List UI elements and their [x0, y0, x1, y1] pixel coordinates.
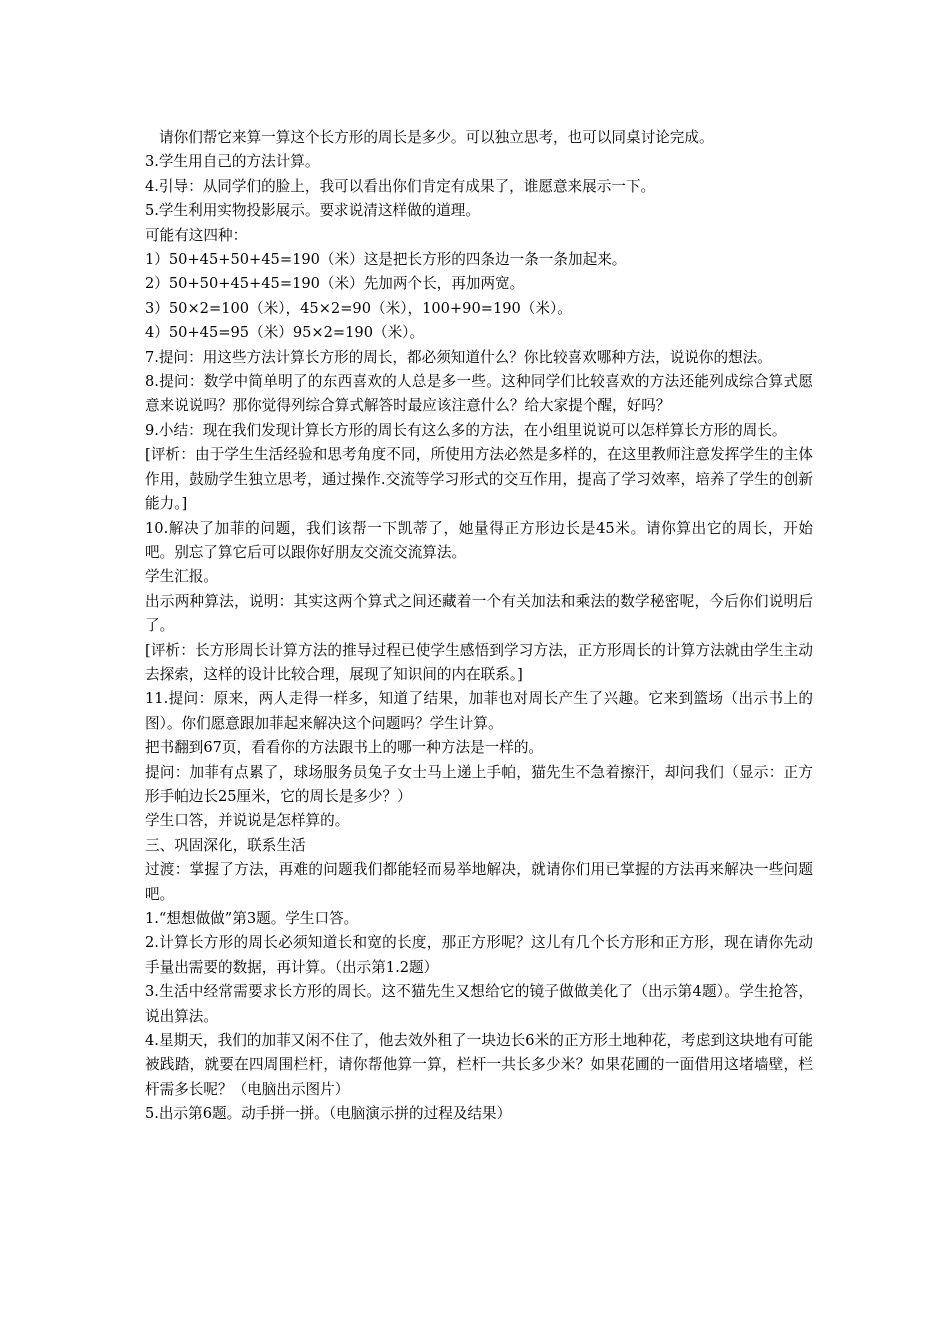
paragraph-exercise-3: 3.生活中经常需要求长方形的周长。这不猫先生又想给它的镜子做做美化了（出示第4题）。学生抢答，说出算法。 — [145, 983, 813, 1025]
paragraph-exercise-4: 4.星期天，我们的加菲又闲不住了，他去效外租了一块边长6米的正方形土地种花，考虑到这块地有可能被践踏，就要在四周围栏杆，请你帮他算一算，栏杆一共长多少米？如果花圃的一面借用这堵墙壁，栏杆需多长呢？（电脑出示图片） — [145, 1032, 813, 1098]
paragraph-step-9: 9.小结：现在我们发现计算长方形的周长有这么多的方法，在小组里说说可以怎样算长方形的周长。 — [145, 421, 787, 439]
paragraph-exercise-2: 2.计算长方形的周长必须知道长和宽的长度，那正方形呢？这儿有几个长方形和正方形，现在请你先动手量出需要的数据，再计算。（出示第1.2题） — [145, 934, 813, 976]
document-body — [145, 126, 813, 1127]
paragraph-step-5: 5.学生利用实物投影展示。要求说清这样做的道理。 — [145, 202, 480, 220]
paragraph-oral-answer: 学生口答，并说说是怎样算的。 — [145, 812, 350, 830]
paragraph-step-8: 8.提问：数学中简单明了的东西喜欢的人总是多一些。这种同学们比较喜欢的方法还能列成综合算式愿意来说说吗？那你觉得列综合算式解答时最应该注意什么？给大家提个醒，好吗？ — [145, 373, 813, 415]
paragraph-step-7: 7.提问：用这些方法计算长方形的周长，都必须知道什么？你比较喜欢哪种方法，说说你的想法。 — [145, 348, 772, 366]
paragraph-step-3: 3.学生用自己的方法计算。 — [145, 153, 320, 171]
paragraph-method-1: 1）50+45+50+45=190（米）这是把长方形的四条边一条一条加起来。 — [145, 251, 627, 269]
paragraph-exercise-5: 5.出示第6题。动手拼一拼。（电脑演示拼的过程及结果） — [145, 1105, 512, 1123]
paragraph-intro: 请你们帮它来算一算这个长方形的周长是多少。可以独立思考，也可以同桌讨论完成。 — [159, 129, 714, 146]
paragraph-four-ways: 可能有这四种： — [145, 226, 248, 244]
paragraph-step-10: 10.解决了加菲的问题，我们该帮一下凯蒂了，她量得正方形边长是45米。请你算出它的周长，开始吧。别忘了算它后可以跟你好朋友交流交流算法。 — [145, 519, 813, 561]
paragraph-method-2: 2）50+50+45+45=190（米）先加两个长，再加两宽。 — [145, 275, 525, 293]
paragraph-step-4: 4.引导：从同学们的脸上，我可以看出你们肯定有成果了，谁愿意来展示一下。 — [145, 177, 656, 195]
paragraph-comment-1: [评析：由于学生生活经验和思考角度不同，所使用方法必然是多样的，在这里教师注意发挥学生的主体作用，鼓励学生独立思考，通过操作.交流等学习形式的交互作用，提高了学习效率，培养了学生的创新能力。] — [145, 446, 813, 513]
paragraph-page-67: 把书翻到67页，看看你的方法跟书上的哪一种方法是一样的。 — [145, 739, 544, 757]
paragraph-comment-2: [评析：长方形周长计算方法的推导过程已使学生感悟到学习方法，正方形周长的计算方法就由学生主动去探索，这样的设计比较合理，展现了知识间的内在联系。] — [145, 641, 813, 683]
paragraph-method-3: 3）50×2=100（米），45×2=90（米），100+90=190（米）。 — [145, 299, 572, 317]
section-heading-consolidate: 三、巩固深化，联系生活 — [145, 836, 306, 854]
paragraph-method-4: 4）50+45=95（米）95×2=190（米）。 — [145, 324, 425, 342]
paragraph-two-methods: 出示两种算法，说明：其实这两个算式之间还藏着一个有关加法和乘法的数学秘密呢，今后你们说明后了。 — [145, 592, 813, 635]
paragraph-exercise-1: 1.“想想做做”第3题。学生口答。 — [145, 910, 359, 927]
paragraph-question-handkerchief: 提问：加菲有点累了，球场服务员兔子女士马上递上手帕，猫先生不急着擦汗，却问我们（显示：正方形手帕边长25厘米，它的周长是多少？） — [145, 763, 813, 805]
paragraph-step-11: 11.提问：原来，两人走得一样多，知道了结果，加菲也对周长产生了兴趣。它来到篮场（出示书上的图）。你们愿意跟加菲起来解决这个问题吗？学生计算。 — [145, 690, 813, 732]
paragraph-student-report: 学生汇报。 — [145, 568, 218, 586]
paragraph-transition: 过渡：掌握了方法，再难的问题我们都能轻而易举地解决，就请你们用已掌握的方法再来解决一些问题吧。 — [145, 861, 813, 903]
